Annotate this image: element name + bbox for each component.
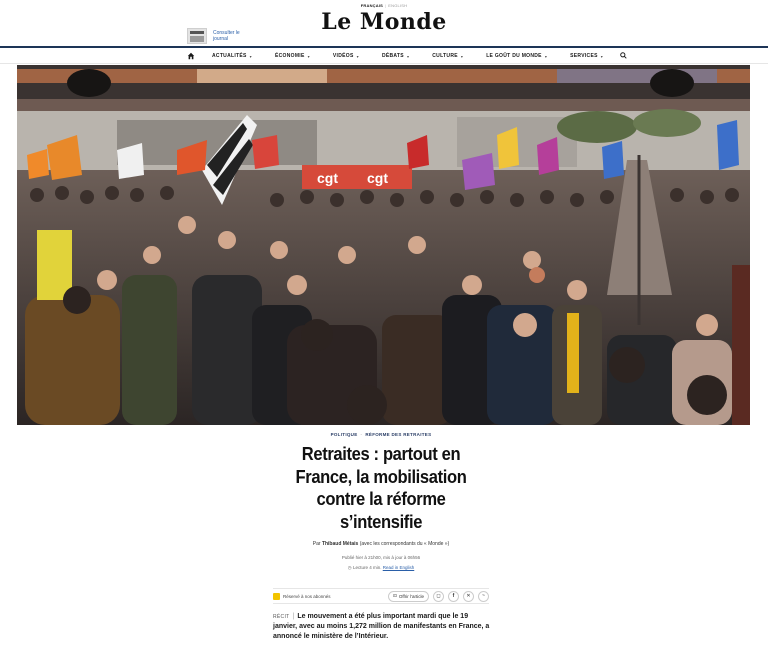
chevron-down-icon: ▾ [544,53,548,59]
language-fr[interactable]: FRANÇAIS [360,3,384,8]
twitter-icon[interactable]: ✕ [463,591,474,602]
nav-item-services[interactable] [570,53,603,59]
search-icon[interactable] [620,52,627,61]
publication-date: Publié hier à 21h00, mis à jour à 06h56 [341,555,421,560]
nav-item-label: ACTUALITÉS [212,53,247,59]
byline-suffix: (avec les correspondants du « Monde ») [359,541,450,547]
hero-photo [17,65,750,425]
offer-article-button[interactable] [388,591,429,602]
facebook-icon[interactable]: f [448,591,459,602]
site-header [0,0,768,46]
article-title: Retraites : partout en France, la mobilisation contre la réforme s’intensifie [295,444,467,532]
chevron-down-icon: ▾ [600,53,604,59]
subscriber-key-icon [273,593,280,600]
chevron-down-icon: ▾ [460,53,464,59]
read-in-english-link[interactable]: Read in English [382,565,415,570]
chevron-down-icon: ▾ [249,53,252,59]
language-en[interactable]: ENGLISH [388,3,408,8]
article-header [273,430,489,571]
clock-icon: ◷ [347,565,352,570]
newspaper-thumbnail-icon [187,28,207,44]
protest-crowd-image [17,65,750,425]
breadcrumb: POLITIQUE · RÉFORME DES RETRAITES [330,432,432,437]
lead-tag: RÉCIT [273,614,290,620]
nav-item-actualites[interactable] [212,53,252,59]
svg-text:cgt: cgt [317,170,338,186]
nav-item-label: ÉCONOMIE [274,53,305,59]
reading-time: Lecture 4 min. [352,565,382,570]
bookmark-icon[interactable]: ◻ [433,591,444,602]
nav-item-label: LE GOÛT DU MONDE [486,53,542,59]
byline-prefix: Par [312,541,321,547]
nav-item-label: CULTURE [432,53,458,59]
reading-info [273,565,489,571]
gift-icon: ⊡ [393,593,397,598]
nav-item-label: DÉBATS [381,53,404,59]
journal-link[interactable] [187,28,247,44]
messenger-icon[interactable]: ~ [478,591,489,602]
nav-item-label: SERVICES [570,53,598,59]
chevron-down-icon: ▾ [406,53,410,59]
subscriber-badge [273,593,331,600]
svg-text:cgt: cgt [367,170,388,186]
nav-item-gout-du-monde[interactable] [486,53,547,59]
chevron-down-icon: ▾ [356,53,359,59]
journal-link-label: Consulter le journal [213,30,240,42]
article-actions [273,588,489,604]
breadcrumb-section[interactable]: POLITIQUE [330,432,358,437]
home-icon[interactable] [186,48,196,64]
lead-text: Le mouvement a été plus important mardi que le 19 janvier, avec au moins 1,272 million de manifestants en France, a annoncé le ministère de l’Intérieur. [273,613,490,640]
article-lead: RÉCIT | Le mouvement a été plus important mardi que le 19 janvier, avec au moins 1,272 million de manifestants en France, a annoncé le ministère de l’Intérieur. [273,613,490,640]
byline [273,541,489,547]
language-switcher: FRANÇAIS | ENGLISH [360,3,408,8]
nav-item-label: VIDÉOS [332,53,354,59]
offer-article-label: Offrir l’article [398,593,424,599]
nav-item-debats[interactable] [382,53,409,59]
breadcrumb-subsection[interactable]: RÉFORME DES RETRAITES [365,432,432,437]
nav-item-economie[interactable] [275,53,310,59]
subscriber-badge-label: Réservé à nos abonnés [283,593,331,599]
nav-item-videos[interactable] [333,53,359,59]
author-name[interactable]: Thibaud Métais [321,541,359,547]
main-navigation [0,48,768,64]
chevron-down-icon: ▾ [307,53,310,59]
nav-item-culture[interactable] [432,53,463,59]
site-logo[interactable]: Le Monde [321,9,447,35]
